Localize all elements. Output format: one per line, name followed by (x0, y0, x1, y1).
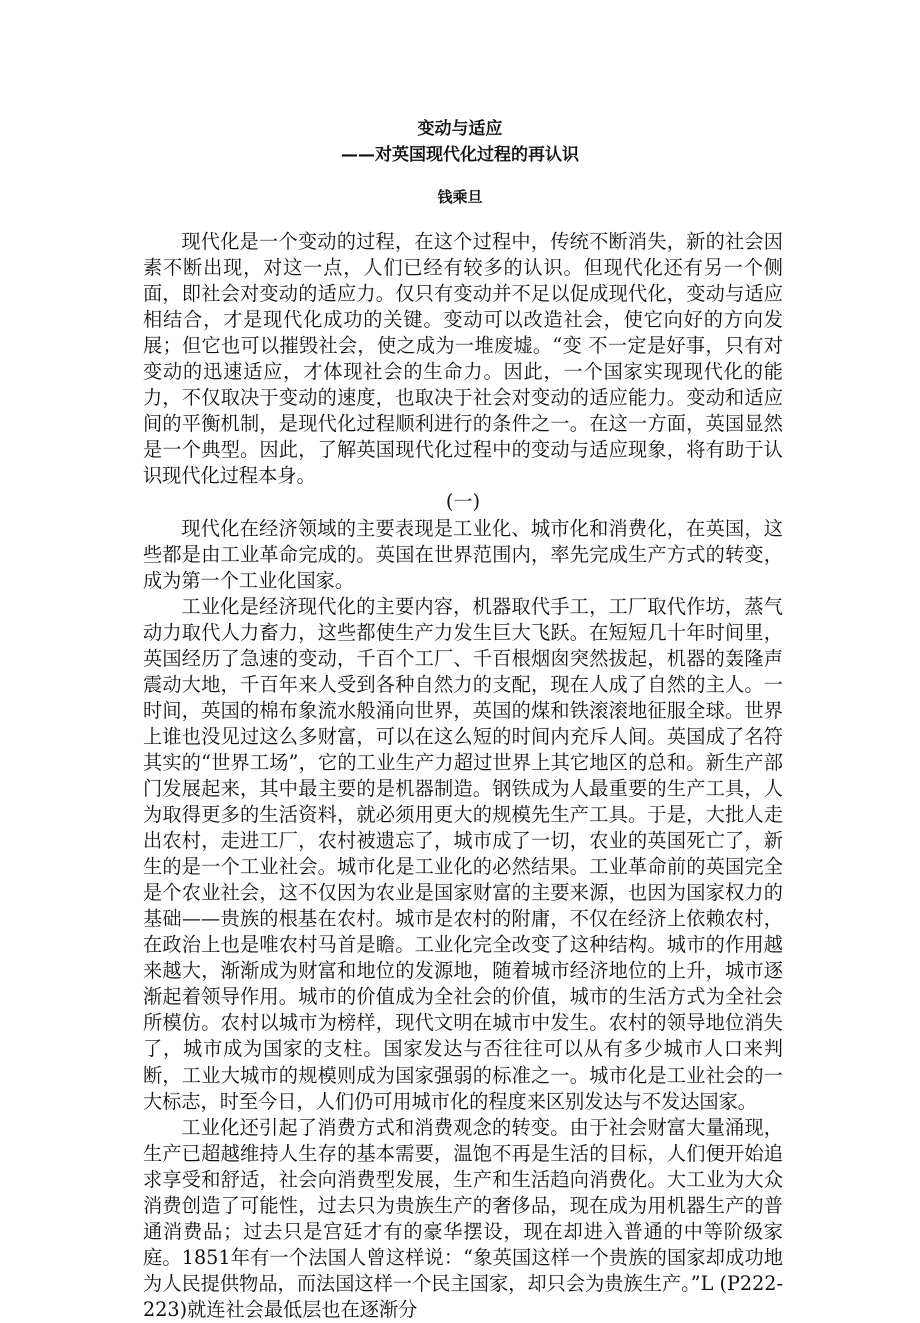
paragraph-intro: 现代化是一个变动的过程，在这个过程中，传统不断消失，新的社会因素不断出现，对这一点，人们已经有较多的认识。但现代化还有另一个侧面，即社会对变动的适应力。仅只有变动并不足以促成现代化，变动与适应相结合，才是现代化成功的关键。变动可以改造社会，使它向好的方向发展；但它也可以摧毁社会，使之成为一堆废墟。“变 不一定是好事，只有对变动的迅速适应，才体现社会的生命力。因此，一个国家实现现代化的能力，不仅取决于变动的速度，也取决于社会对变动的适应能力。变动和适应间的平衡机制，是现代化过程顺利进行的条件之一。在这一方面，英国显然是一个典型。因此，了解英国现代化过程中的变动与适应现象，将有助于认识现代化过程本身。 (143, 230, 783, 488)
paragraph-consumption: 工业化还引起了消费方式和消费观念的转变。由于社会财富大量涌现，生产已超越维持人生存的基本需要，温饱不再是生活的目标，人们便开始追求享受和舒适，社会向消费型发展，生产和生活趋向消费化。大工业为大众消费创造了可能性，过去只为贵族生产的奢侈品，现在成为用机器生产的普通消费品；过去只是宫廷才有的豪华摆设，现在却进入普通的中等阶级家庭。1851年有一个法国人曾这样说：“象英国这样一个贵族的国家却成功地为人民提供物品，而法国这样一个民主国家，却只会为贵族生产。”L (P222-223)就连社会最低层也在逐渐分 (143, 1115, 783, 1321)
article-body (143, 229, 783, 1323)
paragraph-industrialization: 工业化是经济现代化的主要内容，机器取代手工，工厂取代作坊，蒸气动力取代人力畜力，这些都使生产力发生巨大飞跃。在短短几十年时间里，英国经历了急速的变动，千百个工厂、千百根烟囱突然拔起，机器的轰隆声震动大地，千百年来人受到各种自然力的支配，现在人成了自然的主人。一时间，英国的棉布象流水般涌向世界，英国的煤和铁滚滚地征服全球。世界上谁也没见过这么多财富，可以在这么短的时间内充斥人间。英国成了名符其实的“世界工场”，它的工业生产力超过世界上其它地区的总和。新生产部门发展起来，其中最主要的是机器制造。钢铁成为人最重要的生产工具，人为取得更多的生活资料，就必须用更大的规模先生产工具。于是，大批人走出农村，走进工厂，农村被遗忘了，城市成了一切，农业的英国死亡了，新生的是一个工业社会。城市化是工业化的必然结果。工业革命前的英国完全是个农业社会，这不仅因为农业是国家财富的主要来源，也因为国家权力的基础——贵族的根基在农村。城市是农村的附庸，不仅在经济上依赖农村，在政治上也是唯农村马首是瞻。工业化完全改变了这种结构。城市的作用越来越大，渐渐成为财富和地位的发源地，随着城市经济地位的上升，城市逐渐起着领导作用。城市的价值成为全社会的价值，城市的生活方式为全社会所模仿。农村以城市为榜样，现代文明在城市中发生。农村的领导地位消失了，城市成为国家的支柱。国家发达与否往往可以从有多少城市人口来判断，工业大城市的规模则成为国家强弱的标准之一。城市化是工业社会的一大标志，时至今日，人们仍可用城市化的程度来区别发达与不发达国家。 (143, 594, 783, 1113)
author-name: 钱乘旦 (437, 188, 483, 206)
article-subtitle: ——对英国现代化过程的再认识 (341, 145, 579, 165)
article-title: 变动与适应 (417, 119, 503, 139)
section-heading-1: (一) (445, 490, 481, 514)
paragraph-economy: 现代化在经济领域的主要表现是工业化、城市化和消费化，在英国，这些都是由工业革命完成的。英国在世界范围内，率先完成生产方式的转变，成为第一个工业化国家。 (143, 516, 783, 592)
